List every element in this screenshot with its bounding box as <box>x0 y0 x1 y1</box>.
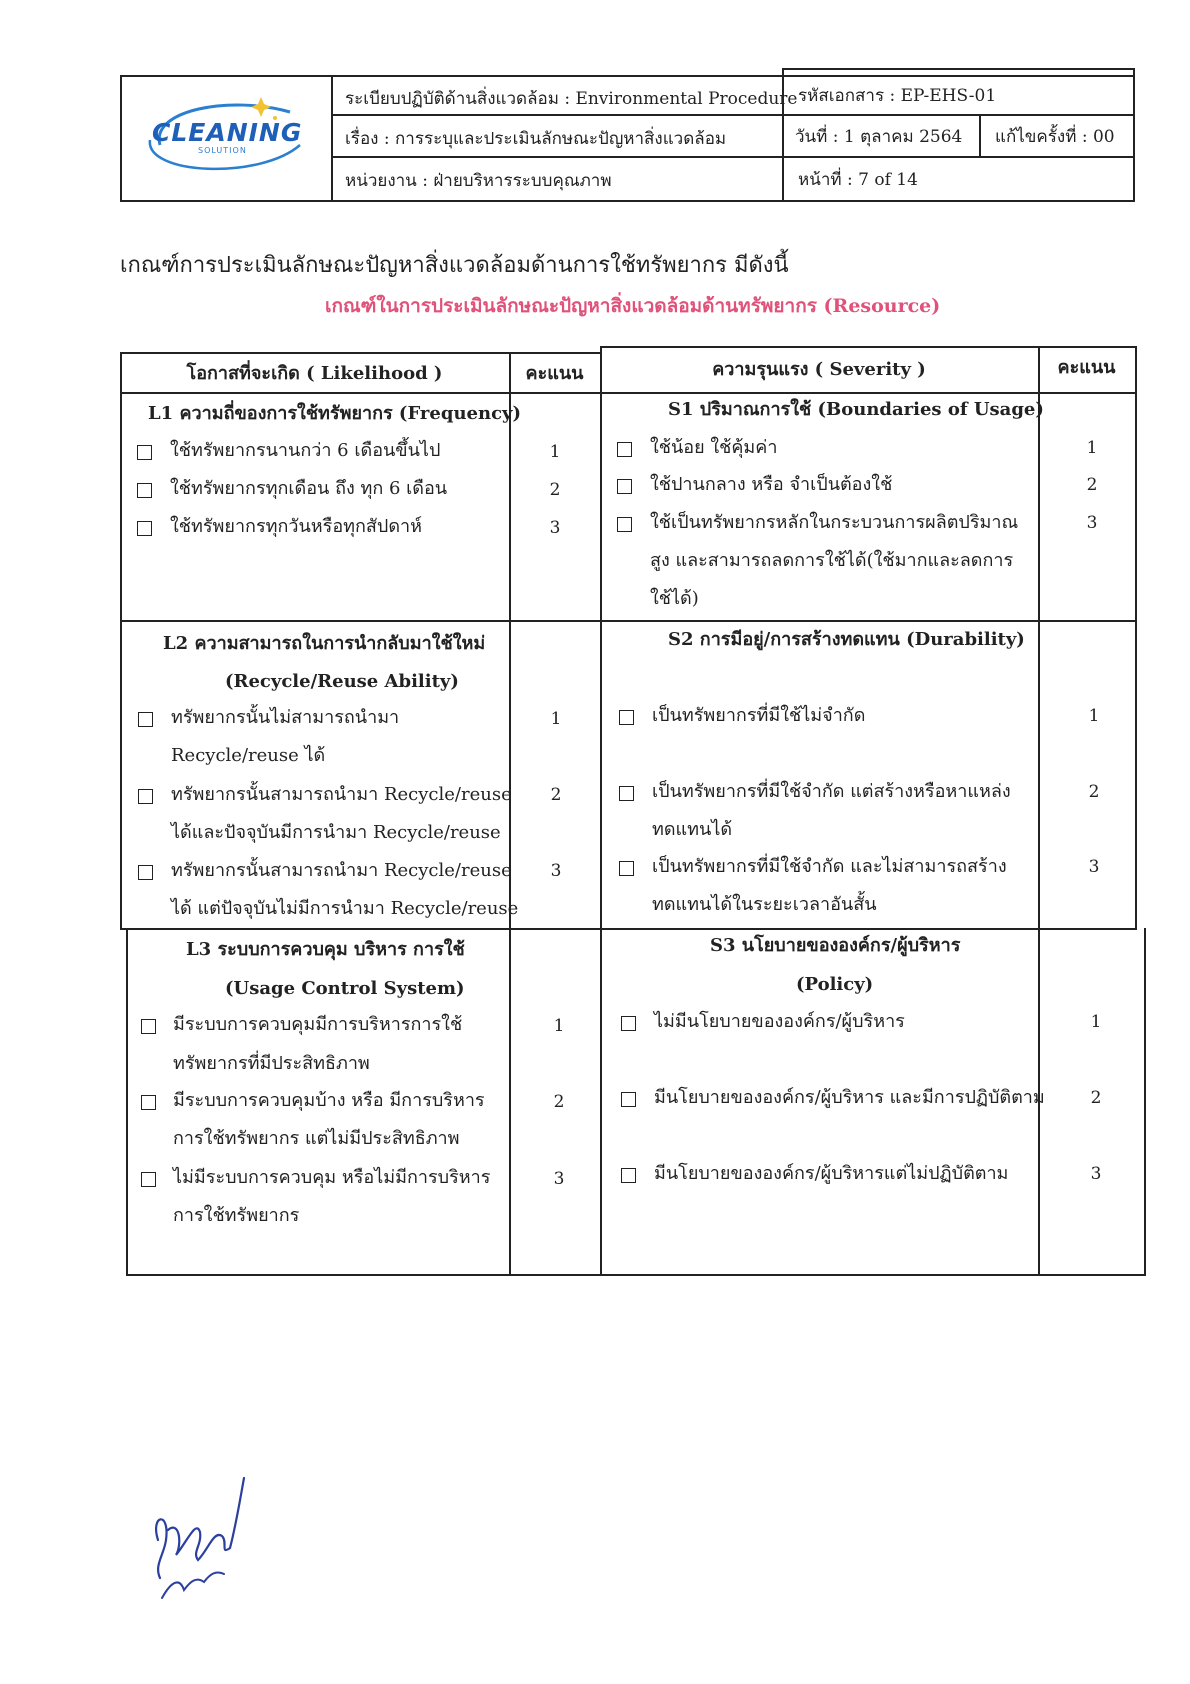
severity-header: ความรุนแรง ( Severity ) <box>712 359 926 380</box>
s2-score-3: 3 <box>1088 857 1100 877</box>
logo-sub: SOLUTION <box>198 146 247 155</box>
logo-brand: CLEANING <box>152 118 303 147</box>
l3-title: L3 ระบบการควบคุม บริหาร การใช้ <box>186 939 465 960</box>
l3-score-1: 1 <box>553 1016 565 1036</box>
s2-item-2-line-1: เป็นทรัพยากรที่มีใช้จำกัด แต่สร้างหรือหาแหล่ง <box>652 781 1011 802</box>
l3-score-2: 2 <box>553 1092 565 1112</box>
s2-checkbox-2[interactable] <box>619 786 634 801</box>
l3-item-2-line-1: มีระบบการควบคุมบ้าง หรือ มีการบริหาร <box>173 1090 485 1111</box>
l1-score-2: 2 <box>549 480 561 500</box>
signature-icon <box>140 1470 250 1610</box>
l2-item-2-line-1: ทรัพยากรนั้นสามารถนำมา Recycle/reuse <box>171 784 512 805</box>
s1-item-2: ใช้ปานกลาง หรือ จำเป็นต้องใช้ <box>650 474 893 495</box>
s2-item-1: เป็นทรัพยากรที่มีใช้ไม่จำกัด <box>652 705 866 726</box>
s1-checkbox-3[interactable] <box>617 517 632 532</box>
score-header-2: คะแนน <box>1057 357 1116 378</box>
l2-item-1-line-2: Recycle/reuse ได้ <box>171 745 326 766</box>
intro-text: เกณฑ์การประเมินลักษณะปัญหาสิ่งแวดล้อมด้านการใช้ทรัพยากร มีดังนี้ <box>120 253 789 278</box>
s2-item-3-line-1: เป็นทรัพยากรที่มีใช้จำกัด และไม่สามารถสร้าง <box>652 856 1007 877</box>
l2-score-2: 2 <box>550 785 562 805</box>
department: หน่วยงาน : ฝ่ายบริหารระบบคุณภาพ <box>345 171 612 191</box>
l3-item-2-line-2: การใช้ทรัพยากร แต่ไม่มีประสิทธิภาพ <box>173 1128 460 1149</box>
s1-item-3-line-2: สูง และสามารถลดการใช้ได้(ใช้มากและลดการ <box>650 550 1014 571</box>
l3-checkbox-2[interactable] <box>141 1095 156 1110</box>
l2-item-3-line-2: ได้ แต่ปัจจุบันไม่มีการนำมา Recycle/reuse <box>171 898 519 919</box>
doc-code: รหัสเอกสาร : EP-EHS-01 <box>798 86 997 106</box>
l3-item-3-line-2: การใช้ทรัพยากร <box>173 1205 300 1226</box>
l3-subtitle: (Usage Control System) <box>225 978 465 999</box>
subject: เรื่อง : การระบุและประเมินลักษณะปัญหาสิ่งแวดล้อม <box>345 129 727 149</box>
s3-item-1: ไม่มีนโยบายขององค์กร/ผู้บริหาร <box>654 1011 905 1032</box>
s2-title: S2 การมีอยู่/การสร้างทดแทน (Durability) <box>668 629 1025 650</box>
l3-checkbox-3[interactable] <box>141 1172 156 1187</box>
l2-checkbox-3[interactable] <box>138 865 153 880</box>
s1-score-1: 1 <box>1086 438 1098 458</box>
s2-checkbox-3[interactable] <box>619 861 634 876</box>
s3-subtitle: (Policy) <box>796 974 874 995</box>
s1-checkbox-2[interactable] <box>617 479 632 494</box>
l2-checkbox-2[interactable] <box>138 789 153 804</box>
l1-score-1: 1 <box>549 442 561 462</box>
likelihood-header: โอกาสที่จะเกิด ( Likelihood ) <box>186 363 443 384</box>
s1-score-2: 2 <box>1086 475 1098 495</box>
l2-checkbox-1[interactable] <box>138 712 153 727</box>
l1-checkbox-2[interactable] <box>137 483 152 498</box>
l1-item-1: ใช้ทรัพยากรนานกว่า 6 เดือนขึ้นไป <box>170 440 441 461</box>
l2-item-2-line-2: ได้และปัจจุบันมีการนำมา Recycle/reuse <box>171 822 501 843</box>
s2-item-3-line-2: ทดแทนได้ในระยะเวลาอันสั้น <box>652 894 877 915</box>
s1-title: S1 ปริมาณการใช้ (Boundaries of Usage) <box>668 399 1044 420</box>
l1-item-2: ใช้ทรัพยากรทุกเดือน ถึง ทุก 6 เดือน <box>170 478 448 499</box>
l1-checkbox-1[interactable] <box>137 445 152 460</box>
s3-score-1: 1 <box>1090 1012 1102 1032</box>
s3-checkbox-2[interactable] <box>621 1092 636 1107</box>
l3-checkbox-1[interactable] <box>141 1019 156 1034</box>
s1-checkbox-1[interactable] <box>617 442 632 457</box>
s3-item-3: มีนโยบายขององค์กร/ผู้บริหารแต่ไม่ปฏิบัติตาม <box>654 1163 1009 1184</box>
l3-score-3: 3 <box>553 1169 565 1189</box>
s3-checkbox-3[interactable] <box>621 1168 636 1183</box>
issue-date: วันที่ : 1 ตุลาคม 2564 <box>795 127 963 147</box>
s1-item-3-line-3: ใช้ได้) <box>650 588 699 609</box>
s3-title: S3 นโยบายขององค์กร/ผู้บริหาร <box>710 935 961 956</box>
l1-checkbox-3[interactable] <box>137 521 152 536</box>
revision: แก้ไขครั้งที่ : 00 <box>995 127 1115 147</box>
company-logo <box>140 90 310 180</box>
l2-item-3-line-1: ทรัพยากรนั้นสามารถนำมา Recycle/reuse <box>171 860 512 881</box>
l2-item-1-line-1: ทรัพยากรนั้นไม่สามารถนำมา <box>171 707 400 728</box>
l2-score-3: 3 <box>550 861 562 881</box>
s1-score-3: 3 <box>1086 513 1098 533</box>
score-header: คะแนน <box>525 363 584 384</box>
s3-score-2: 2 <box>1090 1088 1102 1108</box>
s2-checkbox-1[interactable] <box>619 710 634 725</box>
l3-item-1-line-1: มีระบบการควบคุมมีการบริหารการใช้ <box>173 1014 463 1035</box>
l3-item-1-line-2: ทรัพยากรที่มีประสิทธิภาพ <box>173 1053 370 1074</box>
s1-item-1: ใช้น้อย ใช้คุ้มค่า <box>650 437 778 458</box>
signature <box>140 1470 250 1610</box>
l2-subtitle: (Recycle/Reuse Ability) <box>225 671 459 692</box>
s1-item-3: ใช้เป็นทรัพยากรหลักในกระบวนการผลิตปริมาณ <box>650 512 1019 533</box>
l1-score-3: 3 <box>549 518 561 538</box>
table-title: เกณฑ์ในการประเมินลักษณะปัญหาสิ่งแวดล้อมด้านทรัพยากร (Resource) <box>325 295 941 317</box>
l3-item-3-line-1: ไม่มีระบบการควบคุม หรือไม่มีการบริหาร <box>173 1167 491 1188</box>
page-number: หน้าที่ : 7 of 14 <box>798 170 918 190</box>
s2-score-1: 1 <box>1088 706 1100 726</box>
s3-item-2: มีนโยบายขององค์กร/ผู้บริหาร และมีการปฏิบัติตาม <box>654 1087 1045 1108</box>
s3-checkbox-1[interactable] <box>621 1016 636 1031</box>
l1-title: L1 ความถี่ของการใช้ทรัพยากร (Frequency) <box>148 403 521 424</box>
l2-score-1: 1 <box>550 709 562 729</box>
s3-score-3: 3 <box>1090 1164 1102 1184</box>
s2-item-2-line-2: ทดแทนได้ <box>652 819 733 840</box>
l1-item-3: ใช้ทรัพยากรทุกวันหรือทุกสัปดาห์ <box>170 516 422 537</box>
s2-score-2: 2 <box>1088 782 1100 802</box>
l2-title: L2 ความสามารถในการนำกลับมาใช้ใหม่ <box>163 633 486 654</box>
procedure-title: ระเบียบปฏิบัติด้านสิ่งแวดล้อม : Environmental Procedure <box>345 89 798 109</box>
